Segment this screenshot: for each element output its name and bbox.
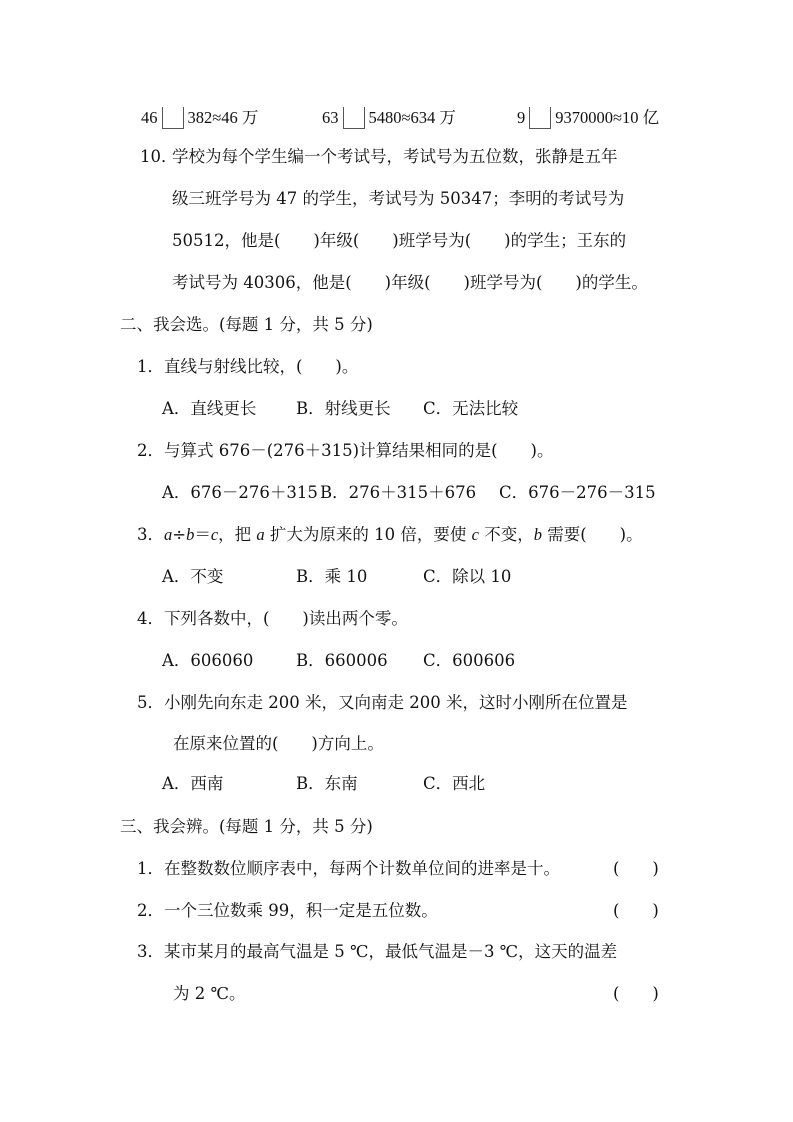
estimation-item-1: 46 382≈46 万 (141, 108, 259, 127)
s2-q3-option-a[interactable]: A．不变 (162, 567, 224, 586)
s2-q2-option-b[interactable]: B．276＋315＋676 (320, 483, 477, 502)
estimation-item-2: 63 5480≈634 万 (322, 108, 456, 127)
s3-q2-answer[interactable]: ( ) (613, 901, 659, 920)
q10-number: 10． (140, 147, 178, 166)
s2-q5-option-c[interactable]: C．西北 (423, 774, 486, 793)
s3-q1-answer[interactable]: ( ) (613, 859, 659, 878)
s2-q3-option-c[interactable]: C．除以 10 (423, 567, 512, 586)
s2-q4-option-c[interactable]: C．600606 (423, 651, 516, 670)
s2-q4-option-a[interactable]: A．606060 (162, 651, 254, 670)
section3-heading: 三、我会辨。(每题 1 分，共 5 分) (120, 817, 373, 836)
s2-q1-stem: 1．直线与射线比较，( )。 (137, 357, 359, 376)
s2-q5-stem: 5．小刚先向东走 200 米，又向南走 200 米，这时小刚所在位置是 (137, 693, 628, 712)
s2-q1-option-a[interactable]: A．直线更长 (162, 399, 257, 418)
s2-q3-option-b[interactable]: B．乘 10 (296, 567, 368, 586)
q10-line-2: 级三班学号为 47 的学生，考试号为 50347；李明的考试号为 (172, 189, 625, 208)
s3-q2-stem: 2．一个三位数乘 99，积一定是五位数。 (137, 901, 438, 920)
estimation-item-3: 9 9370000≈10 亿 (517, 108, 660, 127)
s2-q1-option-b[interactable]: B．射线更长 (296, 399, 391, 418)
digit-box-1[interactable] (162, 107, 184, 129)
s3-q3-answer[interactable]: ( ) (613, 984, 659, 1003)
s2-q4-option-b[interactable]: B．660006 (296, 651, 388, 670)
s2-q3-stem: 3．a÷b＝c，把 a 扩大为原来的 10 倍，要使 c 不变，b 需要( )。 (137, 525, 643, 544)
q10-line-1: 学校为每个学生编一个考试号，考试号为五位数，张静是五年 (172, 147, 618, 166)
s2-q1-option-c[interactable]: C．无法比较 (423, 399, 519, 418)
s2-q5-option-b[interactable]: B．东南 (296, 774, 358, 793)
s2-q5-option-a[interactable]: A．西南 (162, 774, 224, 793)
s3-q3-stem-cont: 为 2 ℃。 (173, 984, 246, 1003)
s2-q4-stem: 4．下列各数中，( )读出两个零。 (137, 609, 408, 628)
q10-line-3: 50512，他是( )年级( )班学号为( )的学生；王东的 (172, 231, 627, 250)
q10-line-4: 考试号为 40306，他是( )年级( )班学号为( )的学生。 (172, 273, 648, 292)
s2-q2-stem: 2．与算式 676－(276＋315)计算结果相同的是( )。 (137, 441, 554, 460)
s2-q5-stem-cont: 在原来位置的( )方向上。 (173, 734, 384, 753)
digit-box-2[interactable] (343, 107, 365, 129)
s3-q1-stem: 1．在整数数位顺序表中，每两个计数单位间的进率是十。 (137, 859, 560, 878)
digit-box-3[interactable] (529, 107, 551, 129)
s2-q2-option-a[interactable]: A．676－276＋315 (162, 483, 318, 502)
s3-q3-stem: 3．某市某月的最高气温是 5 ℃，最低气温是－3 ℃，这天的温差 (137, 942, 618, 961)
s2-q2-option-c[interactable]: C．676－276－315 (499, 483, 656, 502)
section2-heading: 二、我会选。(每题 1 分，共 5 分) (120, 315, 373, 334)
